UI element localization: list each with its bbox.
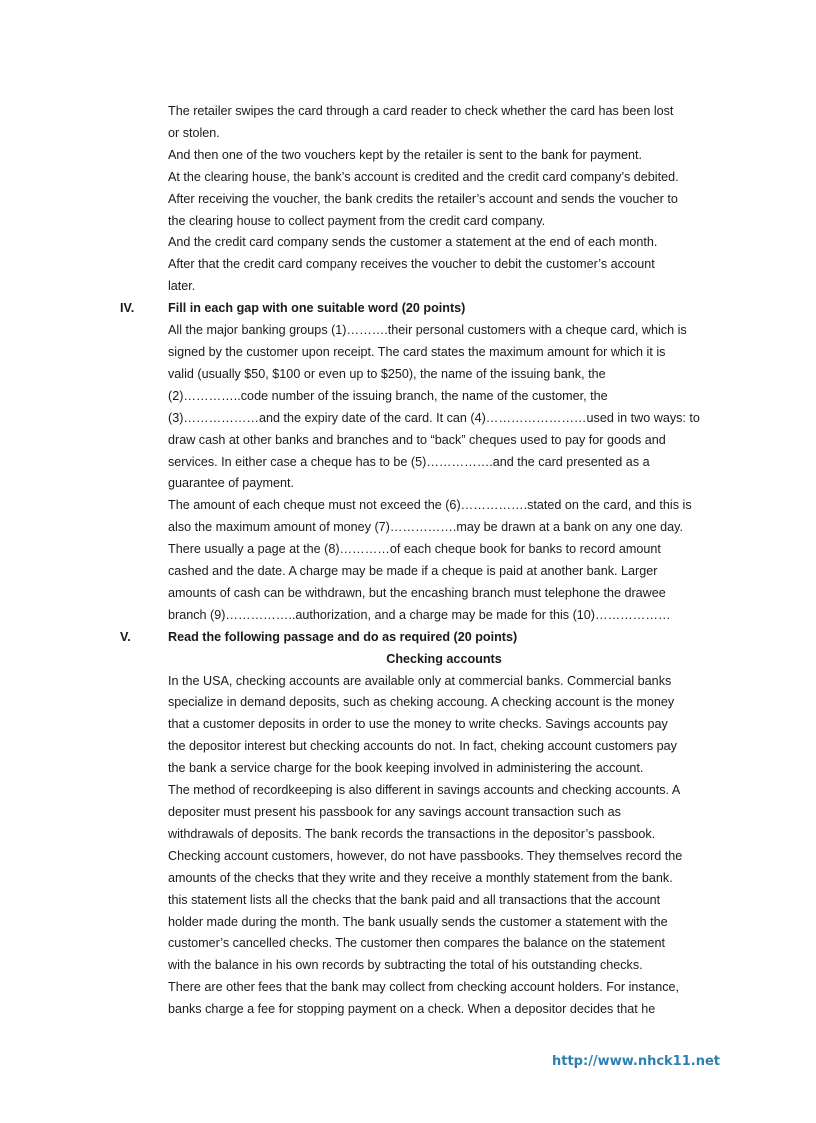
text-line: specialize in demand deposits, such as cheking accoung. A checking account is the money bbox=[168, 695, 675, 710]
intro-paragraph bbox=[168, 101, 720, 298]
section-v-number: V. bbox=[120, 629, 131, 644]
text-line: with the balance in his own records by subtracting the total of his outstanding checks. bbox=[168, 958, 643, 973]
text-line: customer’s cancelled checks. The customer then compares the balance on the statement bbox=[168, 936, 666, 951]
text-line: (3)………………and the expiry date of the card. It can (4)……………………used in two ways: to bbox=[168, 410, 700, 425]
text-line: holder made during the month. The bank usually sends the customer a statement with the bbox=[168, 914, 668, 929]
text-line: amounts of the checks that they write and they receive a monthly statement from the bank. bbox=[168, 870, 673, 885]
text-line: All the major banking groups (1)……….their personal customers with a cheque card, which is bbox=[168, 323, 687, 338]
text-line: And the credit card company sends the customer a statement at the end of each month. bbox=[168, 235, 658, 250]
text-line: The amount of each cheque must not exceed the (6)…………….stated on the card, and this is bbox=[168, 498, 692, 513]
document-body bbox=[120, 101, 720, 1021]
text-line: In the USA, checking accounts are available only at commercial banks. Commercial banks bbox=[168, 673, 672, 688]
text-line: withdrawals of deposits. The bank records the transactions in the depositor’s passbook. bbox=[168, 826, 656, 841]
text-line: draw cash at other banks and branches and to “back” cheques used to pay for goods and bbox=[168, 432, 666, 447]
text-line: There are other fees that the bank may collect from checking account holders. For instance, bbox=[168, 980, 680, 995]
footer-website-link[interactable]: http://www.nhck11.net bbox=[552, 1054, 720, 1069]
text-line: this statement lists all the checks that the bank paid and all transactions that the account bbox=[168, 892, 661, 907]
text-line: the bank a service charge for the book keeping involved in administering the account. bbox=[168, 761, 644, 776]
section-iv-heading: Fill in each gap with one suitable word (20 points) bbox=[168, 301, 466, 316]
passage-title: Checking accounts bbox=[386, 651, 502, 666]
text-line: or stolen. bbox=[168, 125, 220, 140]
text-line: banks charge a fee for stopping payment on a check. When a depositor decides that he bbox=[168, 1002, 656, 1017]
text-line: At the clearing house, the bank’s account is credited and the credit card company’s debited. bbox=[168, 169, 679, 184]
text-line: valid (usually $50, $100 or even up to $250), the name of the issuing bank, the bbox=[168, 366, 606, 381]
text-line: cashed and the date. A charge may be made if a cheque is paid at another bank. Larger bbox=[168, 564, 658, 579]
section-iv-number: IV. bbox=[120, 301, 135, 316]
text-line: Checking account customers, however, do not have passbooks. They themselves record the bbox=[168, 848, 683, 863]
text-line: After receiving the voucher, the bank credits the retailer’s account and sends the voucher to bbox=[168, 191, 678, 206]
text-line: After that the credit card company receives the voucher to debit the customer’s account bbox=[168, 257, 655, 272]
text-line: depositer must present his passbook for any savings account transaction such as bbox=[168, 805, 621, 819]
text-line: signed by the customer upon receipt. The card states the maximum amount for which it is bbox=[168, 344, 666, 359]
text-line: There usually a page at the (8)…………of each cheque book for banks to record amount bbox=[168, 542, 661, 557]
text-line: And then one of the two vouchers kept by the retailer is sent to the bank for payment. bbox=[168, 147, 642, 162]
text-line: later. bbox=[168, 279, 196, 294]
text-line: The retailer swipes the card through a card reader to check whether the card has been lost bbox=[168, 104, 674, 118]
text-line: amounts of cash can be withdrawn, but the encashing branch must telephone the drawee bbox=[168, 585, 666, 600]
text-line: (2)…………..code number of the issuing branch, the name of the customer, the bbox=[168, 388, 608, 403]
text-line: the depositor interest but checking accounts do not. In fact, cheking account customers pay bbox=[168, 739, 677, 754]
text-line: The method of recordkeeping is also different in savings accounts and checking accounts. A bbox=[168, 783, 681, 798]
text-line: services. In either case a cheque has to be (5)…………….and the card presented as a bbox=[168, 454, 650, 469]
text-line: guarantee of payment. bbox=[168, 476, 295, 491]
section-iv-text bbox=[168, 320, 720, 627]
text-line: that a customer deposits in order to use the money to write checks. Savings accounts pay bbox=[168, 717, 668, 732]
text-line: also the maximum amount of money (7)…………….may be drawn at a bank on any one day. bbox=[168, 520, 683, 535]
section-v-passage bbox=[168, 671, 720, 1022]
section-v-heading: Read the following passage and do as required (20 points) bbox=[168, 629, 518, 644]
text-line: branch (9)……………..authorization, and a charge may be made for this (10)……………… bbox=[168, 607, 671, 622]
text-line: the clearing house to collect payment from the credit card company. bbox=[168, 213, 546, 228]
section-iv bbox=[120, 298, 720, 627]
section-v bbox=[120, 627, 720, 1021]
